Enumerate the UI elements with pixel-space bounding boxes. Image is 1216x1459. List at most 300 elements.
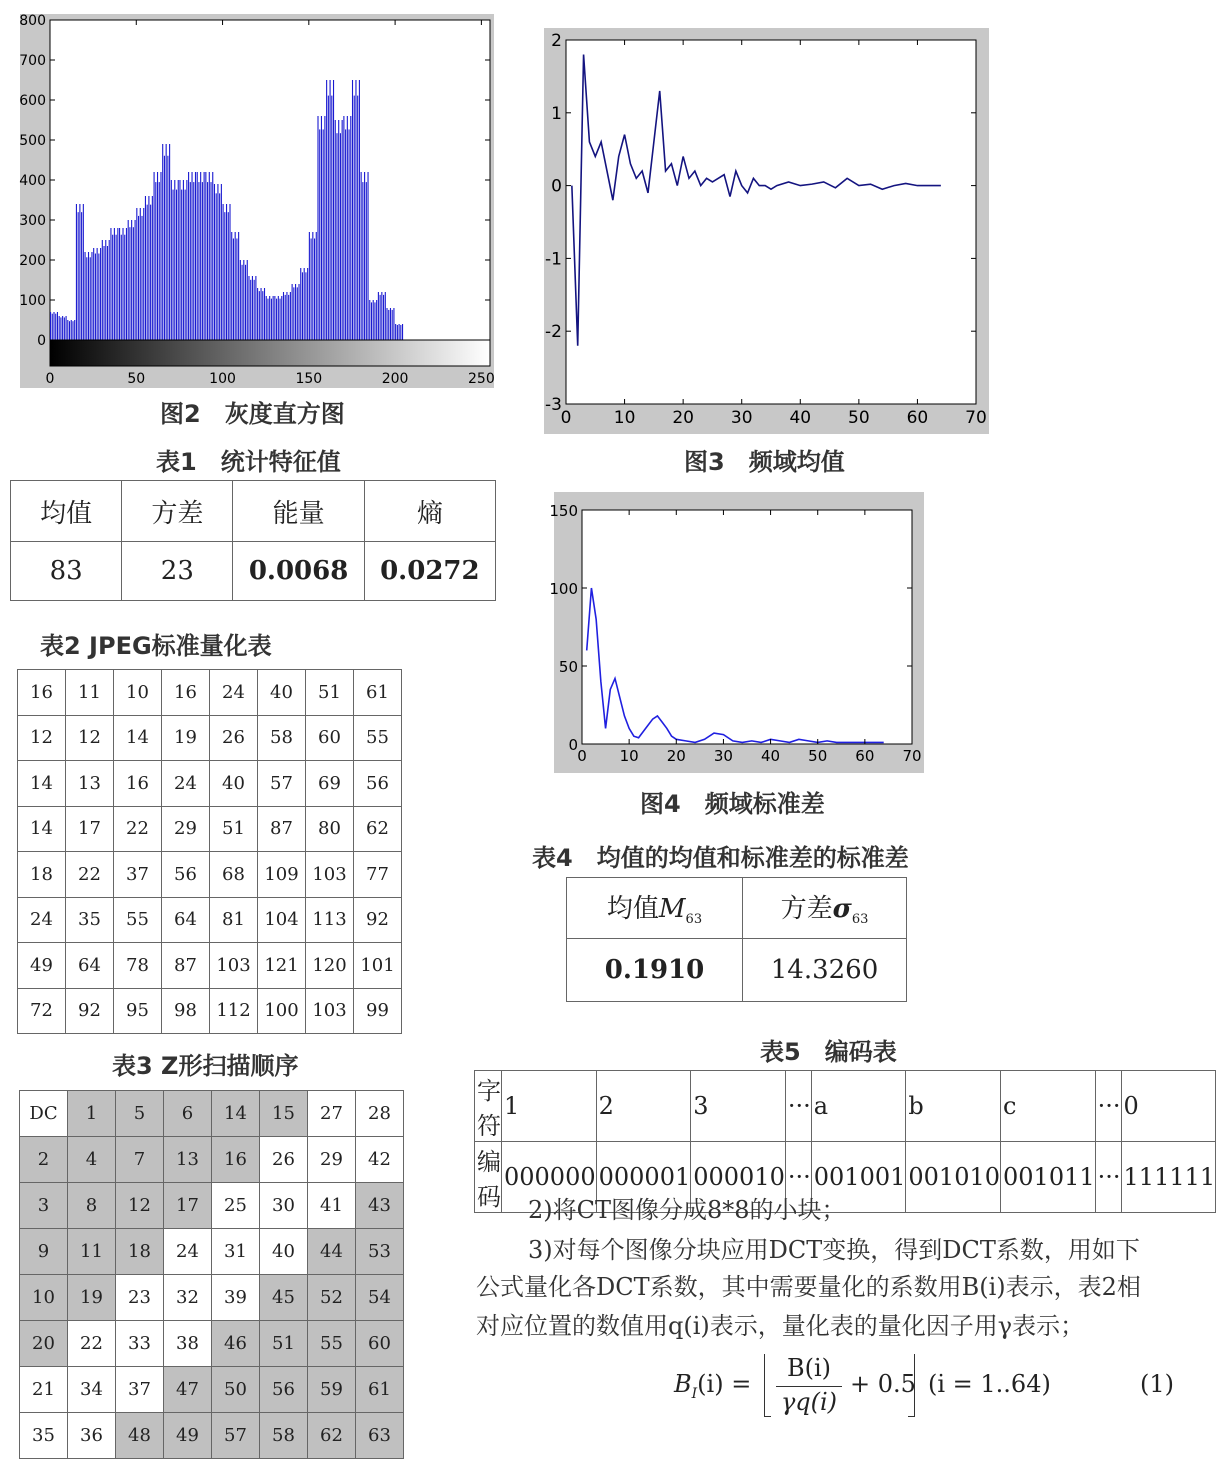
histogram-bar — [285, 295, 286, 340]
histogram-bar — [302, 272, 303, 340]
table-cell: 3 — [691, 1071, 786, 1142]
equation-lhs-sub: I — [691, 1385, 698, 1402]
table-cell: 78 — [114, 943, 162, 989]
table-cell: ··· — [1095, 1142, 1121, 1213]
histogram-bar — [145, 196, 146, 340]
table-cell: 120 — [306, 943, 354, 989]
histogram-bar — [50, 312, 51, 340]
histogram-bar — [204, 172, 205, 340]
table-cell: 0.0068 — [233, 542, 364, 601]
histogram-bar — [159, 182, 160, 340]
histogram-bar — [279, 299, 280, 340]
histogram-bar — [381, 292, 382, 340]
table-cell: 24 — [18, 897, 66, 943]
histogram-bar — [152, 196, 153, 340]
histogram-bar — [307, 268, 308, 340]
table-cell: 31 — [212, 1229, 260, 1275]
histogram-bar — [93, 248, 94, 340]
table-cell: 55 — [114, 897, 162, 943]
histogram-bar — [261, 288, 262, 340]
table-cell: 104 — [258, 897, 306, 943]
histogram-bar — [345, 129, 346, 340]
fig3-caption: 图3 频域均值 — [684, 448, 845, 476]
histogram-bar — [311, 238, 312, 340]
table-cell: 0 — [1121, 1071, 1216, 1142]
table4-h2-var: σ — [832, 894, 852, 925]
table-cell: 27 — [308, 1091, 356, 1137]
x-tick-label: 50 — [127, 371, 146, 387]
fig2-plot-frame — [20, 14, 494, 388]
histogram-bar — [117, 228, 118, 340]
table-cell: 41 — [308, 1183, 356, 1229]
paragraph-line: 2)将CT图像分成8*8的小块； — [528, 1196, 846, 1224]
table-cell: 22 — [66, 852, 114, 898]
table-cell: 001010 — [906, 1142, 1001, 1213]
floor-bracket-right — [908, 1354, 915, 1417]
histogram-bar — [86, 257, 87, 340]
table-cell: 37 — [116, 1367, 164, 1413]
table-cell: 15 — [260, 1091, 308, 1137]
histogram-bar — [297, 287, 298, 340]
histogram-bar — [321, 116, 322, 340]
histogram-bar — [395, 324, 396, 340]
histogram-bar — [64, 317, 65, 340]
histogram-bar — [400, 325, 401, 340]
histogram-bar — [60, 317, 61, 340]
table-cell: 60 — [356, 1321, 404, 1367]
histogram-bar — [150, 205, 151, 340]
table-cell: 9 — [20, 1229, 68, 1275]
histogram-bar — [300, 268, 301, 340]
histogram-bar — [267, 299, 268, 340]
histogram-bar — [361, 172, 362, 340]
histogram-bar — [350, 116, 351, 340]
histogram-bar — [69, 321, 70, 340]
table-cell: DC — [20, 1091, 68, 1137]
histogram-bar — [112, 235, 113, 340]
histogram-bar — [88, 252, 89, 340]
table2-quant — [17, 669, 402, 1034]
table-row — [20, 1091, 404, 1137]
grayscale-colorbar — [50, 340, 490, 366]
table-cell: 48 — [116, 1413, 164, 1459]
histogram-bar — [235, 232, 236, 340]
y-tick-label: 800 — [19, 13, 46, 29]
x-tick-label: 50 — [848, 408, 870, 428]
histogram-bar — [331, 96, 332, 340]
table-cell: 92 — [66, 988, 114, 1034]
y-tick-label: 700 — [19, 53, 46, 69]
table-cell: 14 — [18, 761, 66, 807]
table-cell: ··· — [1095, 1071, 1121, 1142]
y-tick-label: 100 — [549, 580, 578, 598]
table-cell: 24 — [162, 761, 210, 807]
histogram-bar — [399, 324, 400, 340]
table-cell: 103 — [306, 852, 354, 898]
histogram-bar — [309, 232, 310, 340]
table-cell: 40 — [260, 1229, 308, 1275]
histogram-bar — [185, 190, 186, 340]
table-cell: 57 — [258, 761, 306, 807]
histogram-bar — [66, 316, 67, 340]
histogram-bar — [219, 193, 220, 340]
table-row — [11, 481, 496, 542]
histogram-bar — [266, 296, 267, 340]
table-row — [20, 1321, 404, 1367]
table-cell: 42 — [356, 1137, 404, 1183]
histogram-bar — [264, 288, 265, 340]
histogram-bar — [174, 180, 175, 340]
histogram-bar — [367, 172, 368, 340]
histogram-bar — [83, 204, 84, 340]
table-cell: 16 — [212, 1137, 260, 1183]
table-cell: 83 — [11, 542, 122, 601]
histogram-bar — [122, 228, 123, 340]
table-cell: 68 — [210, 852, 258, 898]
histogram-bar — [214, 184, 215, 340]
histogram-bar — [290, 292, 291, 340]
table-cell: 100 — [258, 988, 306, 1034]
histogram-bar — [352, 80, 353, 340]
y-tick-label: 500 — [19, 133, 46, 149]
table-cell: 001001 — [811, 1142, 906, 1213]
histogram-bar — [176, 190, 177, 340]
histogram-bar — [274, 296, 275, 340]
table-cell: 能量 — [233, 481, 364, 542]
table-cell: 46 — [212, 1321, 260, 1367]
table2-caption: 表2 JPEG标准量化表 — [40, 632, 272, 660]
histogram-bar — [349, 129, 350, 340]
table-cell: 字符 — [475, 1071, 502, 1142]
histogram-bar — [200, 172, 201, 340]
histogram-bar — [126, 228, 127, 340]
table-cell: 12 — [66, 715, 114, 761]
table-row — [20, 1413, 404, 1459]
histogram-bar — [245, 265, 246, 340]
histogram-bar — [362, 182, 363, 340]
equation-condition: (i = 1..64) — [928, 1370, 1051, 1398]
histogram-bar — [55, 314, 56, 340]
table-cell: 3 — [20, 1183, 68, 1229]
histogram-bar — [229, 204, 230, 340]
table-cell: 49 — [18, 943, 66, 989]
histogram-bar — [124, 235, 125, 340]
table-cell: 13 — [164, 1137, 212, 1183]
histogram-bar — [166, 144, 167, 340]
table-cell: 19 — [68, 1275, 116, 1321]
table-cell: 36 — [68, 1413, 116, 1459]
table-cell: 7 — [116, 1137, 164, 1183]
histogram-bar — [193, 182, 194, 340]
equation-lhs — [674, 1370, 751, 1402]
histogram-bar — [179, 180, 180, 340]
histogram-bar — [335, 120, 336, 340]
table-row — [20, 1229, 404, 1275]
table-row — [18, 715, 402, 761]
histogram-bar — [109, 240, 110, 340]
fig3-plot-frame — [544, 28, 989, 434]
histogram-bar — [74, 320, 75, 340]
histogram-bar — [217, 184, 218, 340]
table-cell: 22 — [68, 1321, 116, 1367]
table-row — [20, 1183, 404, 1229]
table-cell: 80 — [306, 806, 354, 852]
histogram-bar — [354, 96, 355, 340]
histogram-bar — [238, 232, 239, 340]
histogram-bar — [371, 302, 372, 340]
table-cell: 112 — [210, 988, 258, 1034]
x-tick-label: 0 — [45, 371, 55, 387]
equation-lhs-var: B — [674, 1370, 692, 1398]
table-cell: 63 — [356, 1413, 404, 1459]
table-cell: 8 — [68, 1183, 116, 1229]
table4-h2-text: 方差 — [780, 894, 833, 925]
table4-h1-text: 均值 — [606, 894, 659, 925]
table-cell: 72 — [18, 988, 66, 1034]
histogram-bar — [286, 292, 287, 340]
table-cell: 13 — [66, 761, 114, 807]
table-cell: 5 — [116, 1091, 164, 1137]
histogram-bar — [271, 299, 272, 340]
histogram-bar — [292, 284, 293, 340]
histogram-bar — [191, 172, 192, 340]
table-cell: 111111 — [1121, 1142, 1216, 1213]
histogram-bar — [355, 80, 356, 340]
table-cell: 103 — [306, 988, 354, 1034]
x-tick-label: 70 — [965, 408, 987, 428]
histogram-bar — [304, 268, 305, 340]
table-cell: 109 — [258, 852, 306, 898]
histogram-bar — [402, 324, 403, 340]
histogram-bar — [186, 180, 187, 340]
table-cell: 52 — [308, 1275, 356, 1321]
table-cell: 113 — [306, 897, 354, 943]
histogram-bar — [100, 248, 101, 340]
y-tick-label: 600 — [19, 93, 46, 109]
histogram-bar — [305, 272, 306, 340]
table-cell: 23 — [116, 1275, 164, 1321]
table-cell: 30 — [260, 1183, 308, 1229]
table5-caption: 表5 编码表 — [760, 1038, 897, 1066]
table-cell: 56 — [354, 761, 402, 807]
histogram-bar — [71, 320, 72, 340]
table-cell: 51 — [260, 1321, 308, 1367]
table-cell: 6 — [164, 1091, 212, 1137]
table-cell: 12 — [18, 715, 66, 761]
histogram-bar — [121, 235, 122, 340]
histogram-bar — [369, 300, 370, 340]
table-cell: 28 — [356, 1091, 404, 1137]
y-tick-label: 2 — [551, 31, 562, 51]
table-cell: 18 — [18, 852, 66, 898]
histogram-bar — [147, 205, 148, 340]
histogram-bar — [293, 287, 294, 340]
histogram-bar — [333, 80, 334, 340]
table-cell: 2 — [596, 1071, 691, 1142]
paragraph-line: 公式量化各DCT系数，其中需要量化的系数用B(i)表示，表2相 — [476, 1273, 1141, 1301]
table-row — [20, 1275, 404, 1321]
histogram-bar — [116, 235, 117, 340]
table-cell: 24 — [164, 1229, 212, 1275]
table-cell — [567, 878, 743, 939]
y-tick-label: 400 — [19, 173, 46, 189]
x-tick-label: 0 — [560, 408, 572, 428]
table-cell: 14 — [212, 1091, 260, 1137]
table1-stats — [10, 480, 496, 601]
histogram-bar — [155, 182, 156, 340]
table-cell: 16 — [162, 670, 210, 716]
histogram-bar — [248, 276, 249, 340]
table4-caption: 表4 均值的均值和标准差的标准差 — [532, 844, 909, 872]
equation-number: (1) — [1140, 1370, 1174, 1398]
histogram-bar — [319, 129, 320, 340]
table-cell: 87 — [162, 943, 210, 989]
histogram-bar — [160, 172, 161, 340]
histogram-bar — [242, 265, 243, 340]
y-tick-label: 50 — [558, 658, 578, 676]
histogram-bar — [376, 300, 377, 340]
y-tick-label: 0 — [568, 736, 578, 754]
histogram-bar — [312, 232, 313, 340]
table-cell: 19 — [162, 715, 210, 761]
histogram-bar — [283, 292, 284, 340]
histogram-bar — [210, 182, 211, 340]
histogram-bar — [336, 133, 337, 340]
table-cell: 熵 — [364, 481, 495, 542]
y-tick-label: 100 — [19, 293, 46, 309]
histogram-bar — [98, 254, 99, 340]
histogram-bar — [67, 320, 68, 340]
table-cell: 58 — [258, 715, 306, 761]
table-cell: 64 — [66, 943, 114, 989]
table-cell: 4 — [68, 1137, 116, 1183]
table-cell: 121 — [258, 943, 306, 989]
table-cell — [743, 878, 907, 939]
x-tick-label: 10 — [619, 747, 639, 765]
histogram-bar — [324, 116, 325, 340]
table-cell: 000000 — [502, 1142, 597, 1213]
equation-plus: + 0.5 — [850, 1370, 916, 1398]
histogram-bar — [288, 295, 289, 340]
histogram-bar — [380, 295, 381, 340]
table-cell: 35 — [66, 897, 114, 943]
table-cell: 49 — [164, 1413, 212, 1459]
histogram-bar — [298, 284, 299, 340]
table-cell: 001011 — [1001, 1142, 1096, 1213]
histogram-bar — [240, 260, 241, 340]
table-cell: 59 — [308, 1367, 356, 1413]
table-cell: 10 — [114, 670, 162, 716]
x-tick-label: 150 — [295, 371, 323, 387]
table-cell: 54 — [356, 1275, 404, 1321]
table-cell: 000001 — [596, 1142, 691, 1213]
histogram-chart — [20, 14, 494, 388]
table-cell: 29 — [162, 806, 210, 852]
table-cell: 99 — [354, 988, 402, 1034]
histogram-bar — [316, 232, 317, 340]
table-cell: 43 — [356, 1183, 404, 1229]
freq-mean-chart — [544, 28, 989, 434]
histogram-bar — [131, 220, 132, 340]
histogram-bar — [110, 228, 111, 340]
table-cell: 17 — [164, 1183, 212, 1229]
histogram-bar — [386, 308, 387, 340]
histogram-bar — [53, 312, 54, 340]
table-cell: 92 — [354, 897, 402, 943]
table-cell: 18 — [116, 1229, 164, 1275]
table-cell: 14.3260 — [743, 939, 907, 1002]
histogram-bar — [107, 246, 108, 340]
table-cell: ··· — [785, 1071, 811, 1142]
fraction-bar — [776, 1386, 842, 1387]
table-cell: 16 — [114, 761, 162, 807]
histogram-bar — [347, 116, 348, 340]
table-cell: 均值 — [11, 481, 122, 542]
fig2-caption: 图2 灰度直方图 — [160, 400, 345, 428]
table-cell: 24 — [210, 670, 258, 716]
histogram-bar — [221, 184, 222, 340]
table-row — [18, 806, 402, 852]
table4-h2-sub: 63 — [851, 912, 869, 928]
x-tick-label: 10 — [613, 408, 636, 428]
fig4-caption: 图4 频域标准差 — [640, 790, 825, 818]
table-cell: 60 — [306, 715, 354, 761]
histogram-bar — [373, 300, 374, 340]
table-cell: 51 — [306, 670, 354, 716]
y-tick-label: -2 — [545, 322, 562, 343]
histogram-bar — [183, 180, 184, 340]
table-cell: 62 — [308, 1413, 356, 1459]
table-row — [20, 1137, 404, 1183]
x-tick-label: 0 — [577, 747, 587, 765]
histogram-bar — [231, 232, 232, 340]
histogram-bar — [143, 208, 144, 340]
histogram-bar — [385, 292, 386, 340]
table-cell: 55 — [308, 1321, 356, 1367]
table-row — [475, 1071, 1216, 1142]
histogram-bar — [343, 116, 344, 340]
histogram-bar — [79, 204, 80, 340]
table-cell: 1 — [68, 1091, 116, 1137]
y-tick-label: -3 — [545, 395, 562, 415]
table-row — [18, 943, 402, 989]
x-tick-label: 20 — [666, 747, 686, 765]
table-cell: 33 — [116, 1321, 164, 1367]
histogram-bar — [281, 296, 282, 340]
histogram-bar — [154, 172, 155, 340]
table-cell: 2 — [20, 1137, 68, 1183]
table-cell: ··· — [785, 1142, 811, 1213]
equation-lhs-arg: (i) = — [697, 1370, 752, 1398]
histogram-bar — [254, 280, 255, 340]
table-cell: 101 — [354, 943, 402, 989]
x-tick-label: 30 — [730, 408, 753, 428]
histogram-bar — [269, 296, 270, 340]
y-tick-label: 0 — [551, 176, 562, 197]
table-row — [11, 542, 496, 601]
histogram-bar — [273, 296, 274, 340]
histogram-bar — [247, 260, 248, 340]
histogram-bar — [276, 299, 277, 340]
histogram-bar — [236, 238, 237, 340]
histogram-bar — [202, 182, 203, 340]
table-cell: 23 — [122, 542, 233, 601]
table4-h1-sub: 63 — [685, 912, 703, 928]
floor-bracket-left — [764, 1354, 771, 1417]
histogram-bar — [205, 172, 206, 340]
table-cell: 12 — [116, 1183, 164, 1229]
histogram-bar — [259, 291, 260, 340]
